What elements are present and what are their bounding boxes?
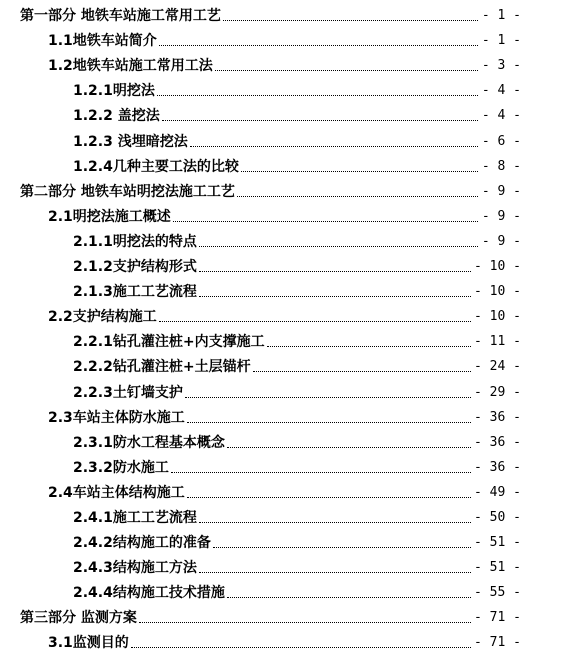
toc-dot-leader — [199, 270, 471, 272]
toc-entry-title[interactable]: 2.1明挖法施工概述 — [48, 208, 171, 225]
toc-entry[interactable] — [0, 455, 563, 480]
toc-page-number[interactable]: - 49 - — [474, 484, 521, 500]
toc-dot-leader — [215, 69, 478, 71]
toc-entry-title[interactable]: 3.1监测目的 — [48, 635, 129, 652]
toc-entry-title[interactable]: 2.2.2钻孔灌注桩+土层锚杆 — [73, 359, 251, 376]
toc-entry[interactable] — [0, 254, 563, 279]
toc-dot-leader — [159, 320, 471, 322]
toc-entry[interactable] — [0, 28, 563, 53]
toc-entry-title[interactable]: 2.4车站主体结构施工 — [48, 484, 185, 501]
toc-page-number[interactable]: - 10 - — [474, 309, 521, 325]
toc-dot-leader — [227, 446, 471, 448]
table-of-contents — [0, 3, 563, 655]
toc-entry[interactable] — [0, 103, 563, 128]
toc-dot-leader — [241, 170, 478, 172]
toc-entry-title[interactable]: 2.3.2防水施工 — [73, 459, 169, 476]
toc-entry-title[interactable]: 2.2.1钻孔灌注桩+内支撑施工 — [73, 334, 265, 351]
toc-entry-title[interactable]: 2.1.2支护结构形式 — [73, 259, 197, 276]
toc-page-number[interactable]: - 51 - — [474, 560, 521, 576]
toc-page-number[interactable]: - 4 - — [481, 108, 521, 124]
toc-entry[interactable] — [0, 555, 563, 580]
toc-entry[interactable] — [0, 530, 563, 555]
toc-dot-leader — [223, 19, 478, 21]
toc-dot-leader — [187, 421, 471, 423]
toc-entry[interactable] — [0, 78, 563, 103]
toc-dot-leader — [253, 370, 471, 372]
toc-dot-leader — [139, 621, 471, 623]
toc-entry-title[interactable]: 2.4.3结构施工方法 — [73, 560, 197, 577]
toc-entry-title[interactable]: 2.1.3施工工艺流程 — [73, 284, 197, 301]
toc-page-number[interactable]: - 10 - — [474, 259, 521, 275]
toc-entry[interactable] — [0, 405, 563, 430]
toc-entry[interactable] — [0, 3, 563, 28]
toc-entry-title[interactable]: 第二部分 地铁车站明挖法施工工艺 — [20, 183, 235, 200]
toc-entry-title[interactable]: 1.2.4几种主要工法的比较 — [73, 158, 239, 175]
toc-entry-title[interactable]: 2.4.1施工工艺流程 — [73, 509, 197, 526]
toc-entry[interactable] — [0, 304, 563, 329]
toc-entry[interactable] — [0, 204, 563, 229]
toc-dot-leader — [159, 44, 478, 46]
toc-page-number[interactable]: - 36 - — [474, 459, 521, 475]
toc-entry[interactable] — [0, 354, 563, 379]
toc-dot-leader — [227, 596, 471, 598]
toc-dot-leader — [173, 220, 478, 222]
toc-entry-title[interactable]: 第一部分 地铁车站施工常用工艺 — [20, 8, 221, 25]
toc-page-number[interactable]: - 4 - — [481, 83, 521, 99]
toc-page-number[interactable]: - 36 - — [474, 409, 521, 425]
toc-entry[interactable] — [0, 128, 563, 153]
toc-dot-leader — [162, 119, 478, 121]
toc-page-number[interactable]: - 71 - — [474, 635, 521, 651]
toc-entry-title[interactable]: 2.4.2结构施工的准备 — [73, 535, 211, 552]
toc-page-number[interactable]: - 8 - — [481, 158, 521, 174]
toc-entry-title[interactable]: 2.3车站主体防水施工 — [48, 409, 185, 426]
toc-dot-leader — [185, 396, 471, 398]
toc-entry[interactable] — [0, 430, 563, 455]
toc-page-number[interactable]: - 55 - — [474, 585, 521, 601]
toc-page-number[interactable]: - 50 - — [474, 509, 521, 525]
toc-dot-leader — [199, 521, 471, 523]
toc-entry[interactable] — [0, 480, 563, 505]
toc-entry-title[interactable]: 1.2地铁车站施工常用工法 — [48, 58, 213, 75]
toc-entry-title[interactable]: 2.4.4结构施工技术措施 — [73, 585, 225, 602]
toc-page-number[interactable]: - 11 - — [474, 334, 521, 350]
toc-entry[interactable] — [0, 379, 563, 404]
toc-entry[interactable] — [0, 505, 563, 530]
toc-entry[interactable] — [0, 53, 563, 78]
toc-entry[interactable] — [0, 179, 563, 204]
toc-entry-title[interactable]: 2.1.1明挖法的特点 — [73, 233, 197, 250]
toc-dot-leader — [199, 295, 471, 297]
toc-entry-title[interactable]: 2.3.1防水工程基本概念 — [73, 434, 225, 451]
toc-entry-title[interactable]: 第三部分 监测方案 — [20, 610, 137, 627]
toc-dot-leader — [187, 496, 471, 498]
toc-entry-title[interactable]: 1.1地铁车站简介 — [48, 33, 157, 50]
toc-page-number[interactable]: - 71 - — [474, 610, 521, 626]
toc-dot-leader — [267, 345, 471, 347]
toc-page-number[interactable]: - 9 - — [481, 183, 521, 199]
toc-page-number[interactable]: - 24 - — [474, 359, 521, 375]
toc-page-number[interactable]: - 9 - — [481, 233, 521, 249]
toc-dot-leader — [171, 471, 471, 473]
toc-dot-leader — [190, 145, 478, 147]
toc-page-number[interactable]: - 3 - — [481, 58, 521, 74]
toc-entry-title[interactable]: 1.2.1明挖法 — [73, 83, 155, 100]
toc-dot-leader — [199, 245, 478, 247]
toc-entry[interactable] — [0, 630, 563, 655]
toc-entry[interactable] — [0, 154, 563, 179]
toc-entry-title[interactable]: 2.2支护结构施工 — [48, 309, 157, 326]
toc-dot-leader — [157, 94, 478, 96]
toc-entry-title[interactable]: 2.2.3土钉墙支护 — [73, 384, 183, 401]
toc-entry[interactable] — [0, 580, 563, 605]
toc-dot-leader — [199, 571, 471, 573]
toc-entry[interactable] — [0, 329, 563, 354]
toc-entry[interactable] — [0, 229, 563, 254]
toc-page-number[interactable]: - 1 - — [481, 33, 521, 49]
toc-page-number[interactable]: - 6 - — [481, 133, 521, 149]
toc-dot-leader — [213, 546, 471, 548]
toc-page-number[interactable]: - 10 - — [474, 284, 521, 300]
toc-page-number[interactable]: - 9 - — [481, 208, 521, 224]
toc-entry[interactable] — [0, 605, 563, 630]
toc-dot-leader — [131, 646, 471, 648]
toc-page-number[interactable]: - 29 - — [474, 384, 521, 400]
toc-dot-leader — [237, 195, 478, 197]
toc-entry[interactable] — [0, 279, 563, 304]
toc-page-number[interactable]: - 36 - — [474, 434, 521, 450]
toc-page-number[interactable]: - 1 - — [481, 8, 521, 24]
toc-entry-title[interactable]: 1.2.3 浅埋暗挖法 — [73, 133, 188, 150]
toc-page-number[interactable]: - 51 - — [474, 535, 521, 551]
toc-entry-title[interactable]: 1.2.2 盖挖法 — [73, 108, 160, 125]
